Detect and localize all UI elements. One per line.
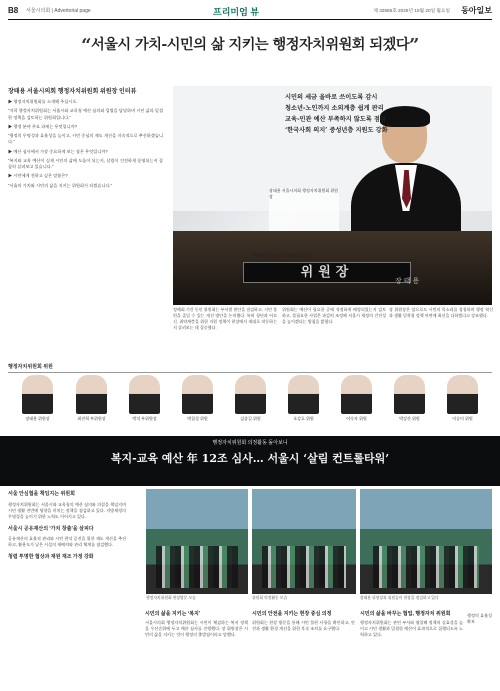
quote-summary <box>285 92 435 136</box>
banner-title: 복지-교육 예산 年 12조 심사… 서울시 ‘살림 컨트롤타워’ <box>110 452 390 465</box>
bottom-column <box>145 610 248 638</box>
interview-body <box>8 99 163 192</box>
member-card <box>440 375 485 427</box>
bottom-column-text: 행정자치위원회는 관련 부서와 협업해 정책의 실효성을 높이고 시민 생활과 밀접한 예산이 효과적으로 집행되도록 노력하고 있다. <box>360 620 463 637</box>
photo-caption: 위원회 의정활동 모습 <box>252 596 288 600</box>
interview-paragraph: ▶ 시민에게 전하고 싶은 말씀은? <box>8 173 68 179</box>
member-name: 박강산 위원 <box>399 416 420 421</box>
interview-paragraph: ▶ 행정 분야 주요 과제는 무엇입니까? <box>8 123 77 129</box>
issue-date: 제 32985호 2025년 10월 20일 월요일 <box>373 8 450 13</box>
avatar <box>129 375 160 414</box>
interview-title: 장태용 서울시의회 행정자치위원회 위원장 인터뷰 <box>8 89 137 95</box>
page-number: B8 <box>8 6 19 15</box>
nameplate: 위원장 <box>243 262 411 283</box>
member-card <box>175 375 220 427</box>
members-section-title: 행정자치위원회 위원 <box>8 363 492 373</box>
member-name: 이승미 위원 <box>452 416 473 421</box>
middle-column-2: 위원회는 예산이 필요한 곳에 적정하게 배정되었는지 검토하고, 불필요한 사업은 과감히 조정해 서울시 재정의 건전성을 높이겠다는 방침을 밝혔다. <box>282 307 386 325</box>
quote-line: 시민의 세금 올바로 쓰이도록 감시 <box>285 94 378 101</box>
avatar <box>394 375 425 414</box>
bottom-column-heading: 시민의 삶을 바꾸는 협업, 행정자치 위원회 <box>360 611 451 617</box>
quote-line: 교육-민관 예산 부족하지 않도록 점검 <box>285 116 386 123</box>
member-name: 최진혁 부위원장 <box>77 416 106 421</box>
member-name: 이숙자 위원 <box>346 416 367 421</box>
bottom-column-heading: 시민의 삶을 지키는 ‘복지’ <box>145 611 201 617</box>
member-card <box>228 375 273 427</box>
bottom-column-heading: 시민의 안전을 지키는 현장 중심 의정 <box>252 611 332 617</box>
bottom-photo <box>360 489 492 594</box>
member-name: 장태용 위원장 <box>25 416 50 421</box>
avatar <box>341 375 372 414</box>
avatar <box>22 375 53 414</box>
interview-paragraph: ▶ 예산 심사에서 가장 중요하게 보는 점은 무엇입니까? <box>8 148 108 154</box>
avatar <box>235 375 266 414</box>
member-card <box>69 375 114 427</box>
interview-paragraph: “저희 행정자치위원회는 서울시와 교육청 예산 심의와 입법을 담당하며 시민 삶과 밀접한 정책을 검토하는 위원회입니다.” <box>8 108 163 120</box>
member-card <box>334 375 379 427</box>
photo-caption: 행정자치위원회 현장방문 모습 <box>146 596 196 600</box>
open-quote-icon: “ <box>81 35 91 56</box>
member-name: 오강호 위원 <box>293 416 314 421</box>
bottom-left-heading: 서울 안심협을 책임지는 위원회 <box>8 491 75 497</box>
bottom-photo <box>252 489 356 594</box>
avatar <box>76 375 107 414</box>
member-name: 박석 부위원장 <box>132 416 157 421</box>
bottom-column <box>252 610 355 632</box>
quote-line: ‘한국사회 의지’ 중성년층 지원도 강화 <box>285 127 388 134</box>
page-header <box>8 6 492 20</box>
banner-subtitle: 행정자치위원회 의정활동 돌아보니 <box>212 440 288 446</box>
bottom-column-text: 행정의 효율성 확보 <box>467 613 492 624</box>
bottom-column <box>467 610 492 625</box>
middle-column-1: 정례회 기간 동안 위원회는 부서별 현안을 점검하고, 시민 불편을 줄일 수 있는 개선 방안을 논의했다. 특히 청년과 어르신, 취약계층을 위한 지원 정책이 현장에서 제대로 작동하는지 살펴보는 데 집중했다. <box>173 307 277 331</box>
close-quote-icon: ” <box>409 35 419 56</box>
nameplate-name: 장태용 <box>395 277 422 285</box>
member-card <box>15 375 60 427</box>
photo-caption-bottom: 정례회 행정자치위원회 회의장 <box>253 253 313 258</box>
bottom-column-text: 위원회는 현장 방문을 통해 시민 불편 사항을 확인하고, 안전과 생활 환경 개선을 위한 후속 조치를 요구했다. <box>252 620 355 631</box>
bottom-photo <box>146 489 248 594</box>
photo-caption-box: 장태용 서울시의회 행정자치위원회 위원장 <box>269 188 339 236</box>
bottom-left-subheading: 청렴 투명한 협상과 재원 재조 가정 강화 <box>8 554 94 560</box>
interview-paragraph: “서울의 가치와 시민의 삶을 지키는 위원회가 되겠습니다.” <box>8 182 112 188</box>
interview-paragraph: “행정의 투명성과 효율성을 높이고, 시민 중심의 제도 개선을 지속적으로 추진하겠습니다.” <box>8 133 163 145</box>
avatar <box>182 375 213 414</box>
section-label: 서울시의회 | Advertorial page <box>26 8 91 14</box>
bottom-column <box>360 610 463 638</box>
quote-line: 청소년-노인까지 소외계층 쉽게 판리 <box>285 105 384 112</box>
bottom-left-article <box>8 490 126 687</box>
bottom-column-text: 서울시의회 행정자치위원회는 시민이 체감하는 복지 정책을 우선순위에 두고 예산 심사를 진행했다. 장 위원장은 시민의 삶을 지키는 것이 행정의 출발점이라고 말했다. <box>145 620 248 637</box>
middle-column-3: 장 위원장은 앞으로도 시민의 목소리를 경청하며 행정 혁신과 생활 밀착형 정책 마련에 최선을 다하겠다고 강조했다. <box>389 307 493 319</box>
main-headline <box>20 34 480 66</box>
section-banner <box>0 436 500 486</box>
newspaper-title: 동아일보 <box>461 6 492 15</box>
member-card <box>122 375 167 427</box>
interview-paragraph: “복지와 교육 예산이 실제 시민의 삶에 도움이 되는지, 살림이 건전하게 운영되는지 꼼꼼히 살펴보고 있습니다.” <box>8 157 163 169</box>
headline-text: 서울시 가치-시민의 삶 지키는 행정자치위원회 되겠다 <box>90 37 410 53</box>
bottom-left-subheading: 서울시 공유재산의 ‘가치 창출’을 살피다 <box>8 526 94 532</box>
bottom-left-text: 행정자치위원회는 서울시와 교육청의 예산 심의와 의결을 책임지며 시민 생활 전반에 영향을 미치는 정책을 점검하고 있다. 지방재정의 투명성을 높이기 위한 노력도 이어지고 있다. <box>8 502 126 519</box>
photo-caption: 장태용 위원장과 위원들이 현장을 점검하고 있다 <box>360 596 439 600</box>
interview-paragraph: ▶ 행정자치위원회를 소개해 주십시오. <box>8 99 78 104</box>
avatar <box>447 375 478 414</box>
bottom-left-text: 공유재산의 효율적 관리와 시민 편익 증진을 위한 제도 개선을 추진하고, 활용도가 낮은 시설의 재배치와 관리 체계를 점검했다. <box>8 536 126 547</box>
member-card <box>387 375 432 427</box>
member-name: 박칠성 위원 <box>187 416 208 421</box>
member-name: 김종길 위원 <box>240 416 261 421</box>
member-card <box>281 375 326 427</box>
center-logo: 프리미엄 뷰 <box>213 7 259 17</box>
avatar <box>288 375 319 414</box>
